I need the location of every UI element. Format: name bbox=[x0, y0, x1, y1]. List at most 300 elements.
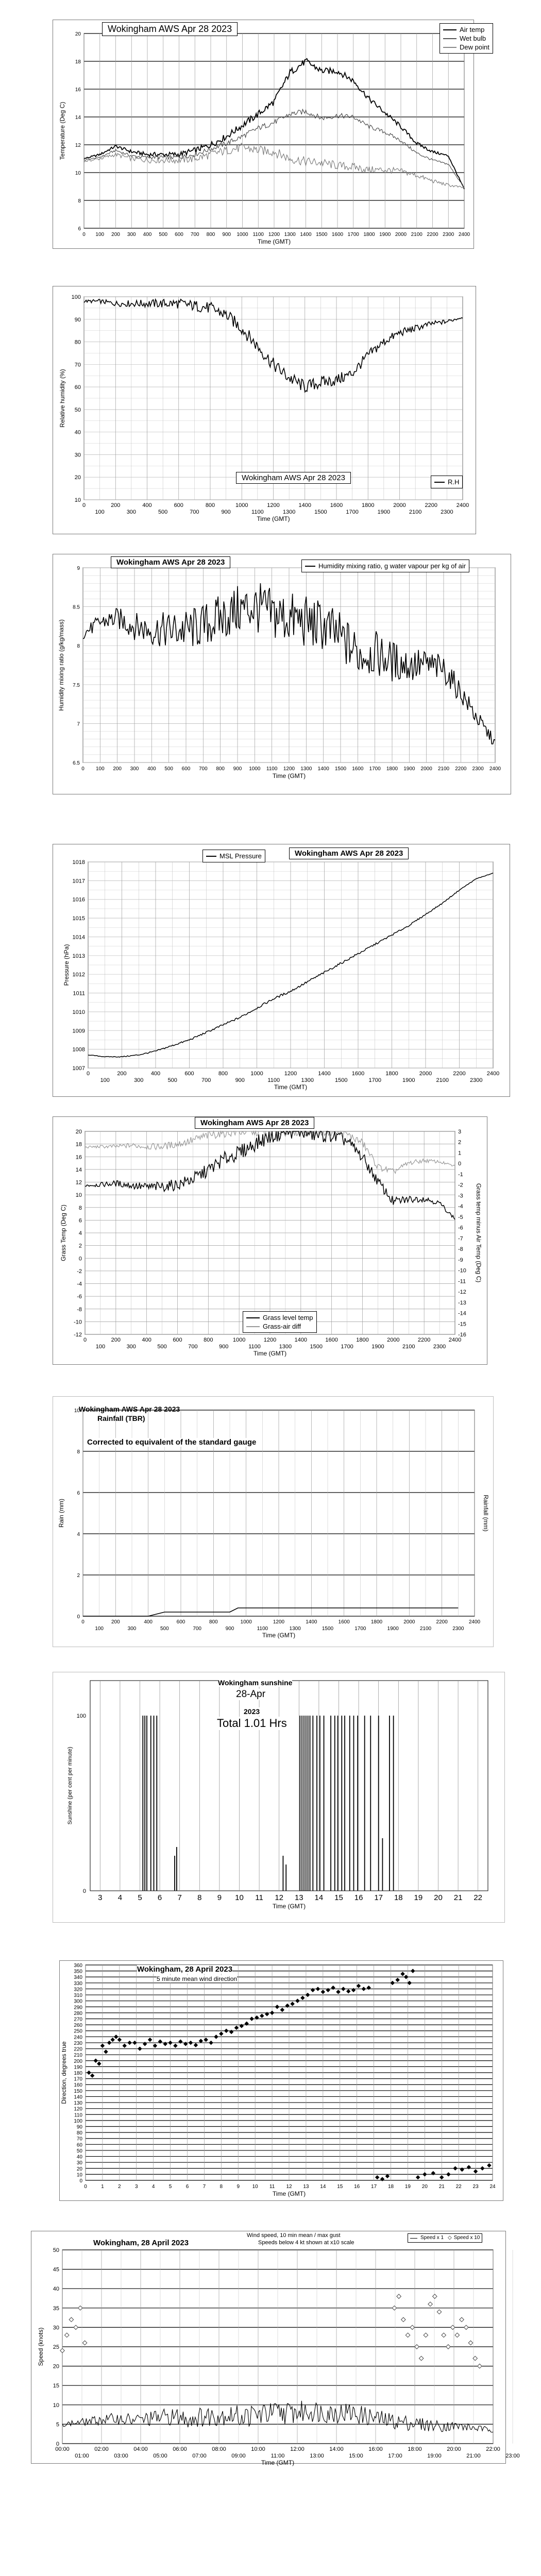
x-tick-label: 2300 bbox=[441, 509, 453, 515]
x-tick-label: 24 bbox=[489, 2184, 496, 2190]
x-tick-label: 2000 bbox=[419, 1071, 432, 1077]
x-tick-label: 2000 bbox=[393, 502, 406, 509]
x-tick-label: 1100 bbox=[248, 1344, 261, 1350]
y2-tick-label: -4 bbox=[458, 1204, 463, 1210]
x-tick-label: 15:00 bbox=[349, 2453, 363, 2459]
y-tick-label: 40 bbox=[53, 2286, 59, 2293]
y-tick-label: 1018 bbox=[72, 859, 85, 866]
x-tick-label: 0 bbox=[82, 502, 86, 509]
chart-legend bbox=[301, 560, 469, 572]
y2-axis-label: Rainfall (mm) bbox=[482, 1495, 489, 1532]
x-tick-label: 1800 bbox=[363, 232, 375, 238]
x-tick-label: 2 bbox=[118, 2184, 121, 2190]
y-tick-label: 130 bbox=[74, 2100, 82, 2107]
x-tick-label: 1800 bbox=[356, 1337, 369, 1343]
x-tick-label: 16:00 bbox=[368, 2446, 383, 2452]
x-tick-label: 17 bbox=[371, 2184, 377, 2190]
x-tick-label: 900 bbox=[225, 1626, 234, 1632]
x-tick-label: 800 bbox=[218, 1071, 228, 1077]
legend-grass-level-temp: Grass level temp bbox=[263, 1314, 313, 1321]
x-tick-label: 1700 bbox=[341, 1344, 353, 1350]
y-tick-label: 8 bbox=[77, 643, 80, 650]
chart-wind-direction bbox=[59, 1960, 503, 2201]
y-tick-label: 18 bbox=[75, 1141, 82, 1148]
x-tick-label: 4 bbox=[151, 2184, 155, 2190]
y-tick-label: 6 bbox=[77, 1490, 80, 1496]
y2-tick-label: -11 bbox=[458, 1278, 466, 1285]
x-tick-label: 400 bbox=[147, 766, 156, 772]
y-tick-label: 150 bbox=[74, 2088, 82, 2094]
x-tick-label: 1800 bbox=[362, 502, 375, 509]
x-tick-label: 800 bbox=[216, 766, 225, 772]
x-tick-label: 1500 bbox=[310, 1344, 323, 1350]
chart-temperature-plot bbox=[53, 20, 474, 248]
x-tick-label: 1700 bbox=[368, 1077, 381, 1083]
chart-total: Total 1.01 Hrs bbox=[217, 1717, 287, 1730]
y-tick-label: 16 bbox=[75, 87, 81, 93]
y-tick-label: 1007 bbox=[72, 1065, 85, 1072]
x-tick-label: 700 bbox=[190, 509, 199, 515]
y-tick-label: 6.5 bbox=[73, 760, 80, 766]
x-tick-label: 800 bbox=[205, 502, 215, 509]
x-tick-label: 300 bbox=[126, 1344, 136, 1350]
y-axis-label: Rain (mm) bbox=[58, 1499, 65, 1528]
x-tick-label: 200 bbox=[111, 502, 121, 509]
y-tick-label: -6 bbox=[77, 1294, 82, 1300]
y2-tick-label: -10 bbox=[458, 1267, 466, 1274]
y-tick-label: 50 bbox=[76, 2148, 82, 2154]
x-tick-label: 2100 bbox=[411, 232, 422, 238]
x-tick-label: 300 bbox=[134, 1077, 144, 1083]
chart-subtitle: 5 minute mean wind direction bbox=[157, 1975, 238, 1982]
x-tick-label: 9 bbox=[217, 1893, 222, 1902]
x-tick-label: 6 bbox=[157, 1893, 162, 1902]
chart-humidity-plot bbox=[53, 286, 476, 534]
x-tick-label: 1700 bbox=[347, 232, 359, 238]
legend-dew-point: Dew point bbox=[460, 43, 489, 51]
y-tick-label: 120 bbox=[74, 2106, 82, 2112]
y-tick-label: 320 bbox=[74, 1987, 82, 1993]
x-tick-label: 2400 bbox=[448, 1337, 462, 1343]
y-tick-label: 160 bbox=[74, 2082, 82, 2089]
x-tick-label: 500 bbox=[158, 509, 168, 515]
y-tick-label: -2 bbox=[77, 1268, 82, 1275]
y-tick-label: 140 bbox=[74, 2094, 82, 2100]
x-tick-label: 00:00 bbox=[55, 2446, 70, 2452]
y2-tick-label: -7 bbox=[458, 1235, 463, 1242]
chart-wind-speed-plot bbox=[31, 2231, 520, 2466]
x-tick-label: 100 bbox=[100, 1077, 110, 1083]
x-tick-label: 1900 bbox=[371, 1344, 384, 1350]
x-tick-label: 4 bbox=[117, 1893, 123, 1902]
x-tick-label: 6 bbox=[185, 2184, 189, 2190]
x-tick-label: 200 bbox=[111, 1619, 120, 1625]
y-tick-label: 80 bbox=[74, 339, 81, 346]
x-tick-label: 2200 bbox=[453, 1071, 466, 1077]
x-tick-label: 200 bbox=[111, 1337, 121, 1343]
y-tick-label: 8 bbox=[78, 198, 81, 204]
x-tick-label: 09:00 bbox=[231, 2453, 246, 2459]
y-tick-label: 30 bbox=[76, 2160, 82, 2166]
x-tick-label: 2000 bbox=[420, 766, 432, 772]
y-tick-label: 1014 bbox=[72, 934, 85, 941]
x-tick-label: 1200 bbox=[283, 766, 295, 772]
x-tick-label: 1100 bbox=[252, 232, 264, 238]
x-tick-label: 1300 bbox=[282, 509, 296, 515]
chart-title: Wokingham sunshine bbox=[218, 1679, 293, 1687]
y-tick-label: 190 bbox=[74, 2064, 82, 2071]
y2-tick-label: -13 bbox=[458, 1299, 466, 1306]
x-tick-label: 12 bbox=[275, 1893, 284, 1902]
y-tick-label: 1013 bbox=[72, 953, 85, 959]
chart-subtitle: 28-Apr bbox=[236, 1689, 266, 1700]
x-tick-label: 700 bbox=[188, 1344, 198, 1350]
legend-wet-bulb: Wet bulb bbox=[460, 35, 486, 42]
x-tick-label: 13:00 bbox=[310, 2453, 324, 2459]
x-tick-label: 2100 bbox=[436, 1077, 449, 1083]
y-tick-label: 10 bbox=[53, 2402, 59, 2409]
x-tick-label: 1900 bbox=[402, 1077, 415, 1083]
x-tick-label: 500 bbox=[164, 766, 174, 772]
x-tick-label: 700 bbox=[193, 1626, 202, 1632]
x-tick-label: 0 bbox=[83, 1337, 87, 1343]
x-tick-label: 100 bbox=[95, 1626, 104, 1632]
x-tick-label: 08:00 bbox=[212, 2446, 226, 2452]
y-tick-label: 1011 bbox=[73, 990, 85, 997]
x-tick-label: 19 bbox=[404, 2184, 411, 2190]
y-tick-label: 80 bbox=[76, 2130, 82, 2137]
x-tick-label: 600 bbox=[184, 1071, 194, 1077]
y2-tick-label: 1 bbox=[458, 1150, 462, 1157]
x-tick-label: 1100 bbox=[257, 1626, 268, 1632]
y-tick-label: 10 bbox=[74, 497, 81, 503]
x-tick-label: 10:00 bbox=[251, 2446, 265, 2452]
x-tick-label: 2300 bbox=[472, 766, 484, 772]
x-tick-label: 1900 bbox=[403, 766, 415, 772]
x-tick-label: 1400 bbox=[306, 1619, 317, 1625]
y-axis-label: Grass Temp (Deg C) bbox=[60, 1205, 67, 1261]
x-tick-label: 21 bbox=[453, 1893, 463, 1902]
y-tick-label: 1012 bbox=[72, 972, 85, 978]
x-axis-label: Time (GMT) bbox=[261, 2459, 295, 2466]
y-tick-label: 60 bbox=[76, 2142, 82, 2148]
y2-tick-label: -9 bbox=[458, 1257, 463, 1263]
x-tick-label: 1200 bbox=[267, 502, 280, 509]
y-tick-label: 0 bbox=[77, 1614, 80, 1620]
x-tick-label: 900 bbox=[233, 766, 242, 772]
x-tick-label: 02:00 bbox=[94, 2446, 109, 2452]
x-tick-label: 03:00 bbox=[114, 2453, 128, 2459]
x-tick-label: 9 bbox=[236, 2184, 240, 2190]
x-tick-label: 5 bbox=[138, 1893, 142, 1902]
y-axis-label: Temperature (Deg C) bbox=[59, 101, 66, 160]
y-tick-label: 1016 bbox=[72, 896, 85, 903]
x-tick-label: 2000 bbox=[403, 1619, 415, 1625]
x-axis-label: Time (GMT) bbox=[272, 772, 306, 779]
y-tick-label: 2 bbox=[78, 1243, 82, 1249]
y-tick-label: 210 bbox=[74, 2053, 82, 2059]
y2-tick-label: 3 bbox=[458, 1129, 462, 1135]
x-tick-label: 2400 bbox=[468, 1619, 481, 1625]
x-tick-label: 600 bbox=[181, 766, 191, 772]
y-tick-label: 1009 bbox=[72, 1028, 85, 1035]
x-tick-label: 20:00 bbox=[447, 2446, 461, 2452]
x-tick-label: 700 bbox=[190, 232, 199, 238]
x-tick-label: 1000 bbox=[236, 232, 248, 238]
x-tick-label: 900 bbox=[235, 1077, 245, 1083]
y2-tick-label: -3 bbox=[458, 1193, 463, 1199]
x-tick-label: 1200 bbox=[263, 1337, 277, 1343]
x-tick-label: 06:00 bbox=[173, 2446, 187, 2452]
x-axis-label: Time (GMT) bbox=[272, 2190, 306, 2197]
x-axis-label: Time (GMT) bbox=[262, 1632, 296, 1639]
y2-tick-label: 0 bbox=[458, 1161, 462, 1167]
y-tick-label: 9 bbox=[77, 566, 80, 571]
y-tick-label: 18 bbox=[75, 59, 81, 65]
legend-air-temp: Air temp bbox=[460, 26, 485, 33]
y-tick-label: 280 bbox=[74, 2010, 82, 2016]
x-tick-label: 300 bbox=[126, 509, 137, 515]
y-tick-label: 250 bbox=[74, 2028, 82, 2035]
x-tick-label: 1 bbox=[101, 2184, 104, 2190]
y-tick-label: 20 bbox=[53, 2363, 59, 2370]
legend-speed-x1: Speed x 1 bbox=[420, 2235, 444, 2241]
x-tick-label: 2200 bbox=[455, 766, 467, 772]
chart-title: Wokingham AWS Apr 28 2023 bbox=[289, 848, 409, 859]
x-tick-label: 500 bbox=[159, 232, 168, 238]
x-tick-label: 600 bbox=[173, 1337, 182, 1343]
chart-subtitle: Wind speed, 10 min mean / max gust bbox=[247, 2232, 341, 2239]
y-tick-label: 12 bbox=[75, 143, 81, 148]
y-tick-label: 20 bbox=[75, 31, 81, 37]
y-tick-label: 6 bbox=[78, 226, 81, 232]
legend-speed-x10: Speed x 10 bbox=[453, 2235, 480, 2241]
x-tick-label: 2300 bbox=[470, 1077, 483, 1083]
x-tick-label: 18:00 bbox=[408, 2446, 422, 2452]
chart-pressure bbox=[53, 844, 510, 1097]
x-tick-label: 1600 bbox=[351, 1071, 365, 1077]
x-tick-label: 10 bbox=[235, 1893, 244, 1902]
x-tick-label: 100 bbox=[95, 1344, 106, 1350]
y-tick-label: 260 bbox=[74, 2023, 82, 2029]
y-tick-label: 40 bbox=[74, 429, 81, 436]
y-tick-label: 4 bbox=[78, 1230, 82, 1236]
y-tick-label: 20 bbox=[75, 1129, 82, 1135]
x-tick-label: 800 bbox=[209, 1619, 218, 1625]
y-tick-label: 8.5 bbox=[73, 604, 80, 611]
x-tick-label: 11 bbox=[255, 1893, 263, 1902]
y-tick-label: 230 bbox=[74, 2040, 82, 2046]
x-tick-label: 15 bbox=[334, 1893, 343, 1902]
y2-tick-label: -15 bbox=[458, 1321, 466, 1328]
x-tick-label: 0 bbox=[81, 1619, 84, 1625]
x-tick-label: 14:00 bbox=[329, 2446, 344, 2452]
y-axis-label: Direction, degrees true bbox=[60, 2041, 67, 2104]
x-tick-label: 1200 bbox=[284, 1071, 297, 1077]
x-tick-label: 2000 bbox=[395, 232, 407, 238]
x-axis-label: Time (GMT) bbox=[257, 238, 291, 245]
chart-title: Wokingham, 28 April 2023 bbox=[137, 1965, 233, 1974]
x-tick-label: 23 bbox=[472, 2184, 479, 2190]
y-tick-label: 90 bbox=[76, 2124, 82, 2130]
chart-mixing-ratio-plot bbox=[53, 554, 511, 794]
legend-rh: R.H bbox=[448, 478, 460, 486]
chart-legend: Speed x 1 ◇ Speed x 10 bbox=[408, 2233, 482, 2243]
x-tick-label: 1400 bbox=[294, 1337, 308, 1343]
x-tick-label: 400 bbox=[150, 1071, 161, 1077]
y-tick-label: 10 bbox=[76, 2172, 82, 2178]
x-tick-label: 1400 bbox=[317, 766, 329, 772]
x-tick-label: 700 bbox=[201, 1077, 211, 1083]
y-tick-label: 30 bbox=[74, 452, 81, 459]
x-tick-label: 11 bbox=[269, 2184, 275, 2190]
x-tick-label: 8 bbox=[219, 2184, 223, 2190]
y2-tick-label: -1 bbox=[458, 1171, 463, 1178]
chart-sunshine bbox=[53, 1672, 505, 1923]
x-tick-label: 1100 bbox=[267, 1077, 280, 1083]
y-tick-label: 290 bbox=[74, 2005, 82, 2011]
x-tick-label: 0 bbox=[86, 1071, 90, 1077]
x-tick-label: 3 bbox=[134, 2184, 138, 2190]
x-tick-label: 22 bbox=[455, 2184, 462, 2190]
y-tick-label: 170 bbox=[74, 2076, 82, 2082]
x-tick-label: 0 bbox=[84, 2184, 87, 2190]
chart-humidity bbox=[53, 286, 476, 534]
y2-tick-label: -8 bbox=[458, 1246, 463, 1253]
x-tick-label: 1600 bbox=[331, 232, 344, 238]
y-tick-label: -8 bbox=[77, 1306, 82, 1313]
y-tick-label: -12 bbox=[74, 1332, 82, 1338]
x-tick-label: 3 bbox=[98, 1893, 103, 1902]
x-tick-label: 500 bbox=[160, 1626, 169, 1632]
y-tick-label: 70 bbox=[74, 362, 81, 368]
x-tick-label: 21 bbox=[438, 2184, 445, 2190]
y-tick-label: 1010 bbox=[72, 1009, 85, 1015]
x-tick-label: 800 bbox=[206, 232, 215, 238]
y-tick-label: 6 bbox=[78, 1217, 82, 1224]
x-tick-label: 600 bbox=[175, 232, 183, 238]
x-tick-label: 2200 bbox=[425, 502, 437, 509]
x-tick-label: 1400 bbox=[318, 1071, 331, 1077]
x-tick-label: 1700 bbox=[369, 766, 381, 772]
x-tick-label: 07:00 bbox=[192, 2453, 207, 2459]
legend-msl-pressure: MSL Pressure bbox=[219, 852, 262, 860]
x-tick-label: 17 bbox=[374, 1893, 383, 1902]
x-axis-label: Time (GMT) bbox=[253, 1350, 287, 1357]
x-tick-label: 900 bbox=[221, 509, 231, 515]
x-tick-label: 1900 bbox=[377, 509, 391, 515]
y-tick-label: 30 bbox=[53, 2325, 59, 2331]
chart-title: Wokingham AWS Apr 28 2023 bbox=[79, 1405, 180, 1413]
y-tick-label: 8 bbox=[78, 1205, 82, 1211]
chart-wind-direction-plot bbox=[60, 1961, 503, 2200]
y-tick-label: 14 bbox=[75, 1166, 82, 1173]
x-tick-label: 1300 bbox=[301, 1077, 314, 1083]
y-tick-label: 300 bbox=[74, 1998, 82, 2005]
y-tick-label: 100 bbox=[71, 294, 81, 300]
y-axis-label: Humidity mixing ratio (g/kg/mass) bbox=[58, 619, 65, 711]
x-tick-label: 600 bbox=[176, 1619, 185, 1625]
x-axis-label: Time (GMT) bbox=[257, 515, 290, 522]
x-tick-label: 0 bbox=[82, 232, 86, 238]
y-tick-label: 330 bbox=[74, 1980, 82, 1987]
x-tick-label: 1700 bbox=[354, 1626, 366, 1632]
x-tick-label: 300 bbox=[127, 1626, 137, 1632]
x-tick-label: 2000 bbox=[387, 1337, 400, 1343]
y-tick-label: 1017 bbox=[72, 878, 85, 885]
y-tick-label: 35 bbox=[53, 2305, 59, 2312]
y2-axis-label: Grass temp minus Air Temp (Deg C) bbox=[475, 1183, 482, 1283]
x-tick-label: 1500 bbox=[314, 509, 327, 515]
x-tick-label: 1600 bbox=[352, 766, 364, 772]
y-tick-label: 0 bbox=[78, 1256, 82, 1262]
x-tick-label: 900 bbox=[219, 1344, 229, 1350]
y-tick-label: 180 bbox=[74, 2071, 82, 2076]
x-tick-label: 1900 bbox=[387, 1626, 399, 1632]
y2-tick-label: -5 bbox=[458, 1214, 463, 1221]
x-tick-label: 10 bbox=[252, 2184, 258, 2190]
x-tick-label: 1600 bbox=[325, 1337, 338, 1343]
plot-area bbox=[90, 1681, 488, 1891]
x-tick-label: 100 bbox=[95, 766, 105, 772]
chart-rainfall-plot bbox=[53, 1397, 493, 1647]
y-tick-label: -4 bbox=[77, 1281, 82, 1287]
x-tick-label: 2300 bbox=[443, 232, 454, 238]
chart-note: Corrected to equivalent of the standard gauge bbox=[85, 1438, 258, 1447]
x-tick-label: 100 bbox=[95, 232, 105, 238]
x-tick-label: 22:00 bbox=[486, 2446, 500, 2452]
x-tick-label: 1300 bbox=[289, 1626, 301, 1632]
x-tick-label: 600 bbox=[174, 502, 183, 509]
chart-title: Wokingham AWS Apr 28 2023 bbox=[102, 22, 238, 36]
y-axis-label: Sunshine (per cent per minute) bbox=[67, 1747, 73, 1825]
y-tick-label: 60 bbox=[74, 384, 81, 391]
x-tick-label: 20 bbox=[421, 2184, 428, 2190]
chart-wind-speed bbox=[31, 2231, 520, 2466]
x-tick-label: 16 bbox=[354, 2184, 360, 2190]
y-tick-label: 25 bbox=[53, 2344, 59, 2350]
x-tick-label: 2200 bbox=[436, 1619, 448, 1625]
x-axis-label: Time (GMT) bbox=[272, 1903, 306, 1910]
y-tick-label: 50 bbox=[74, 406, 81, 413]
x-tick-label: 2400 bbox=[458, 232, 470, 238]
x-tick-label: 800 bbox=[204, 1337, 213, 1343]
y-tick-label: 20 bbox=[76, 2166, 82, 2172]
x-tick-label: 100 bbox=[95, 509, 105, 515]
chart-grass-temp bbox=[53, 1116, 487, 1365]
x-tick-label: 2300 bbox=[433, 1344, 446, 1350]
x-tick-label: 1300 bbox=[284, 232, 296, 238]
chart-legend bbox=[243, 1311, 317, 1333]
y-tick-label: 0 bbox=[79, 2178, 82, 2184]
y-tick-label: 50 bbox=[53, 2247, 59, 2253]
y2-tick-label: -2 bbox=[458, 1182, 463, 1189]
x-tick-label: 2300 bbox=[452, 1626, 464, 1632]
x-tick-label: 700 bbox=[198, 766, 208, 772]
x-tick-label: 14 bbox=[320, 2184, 326, 2190]
x-tick-label: 400 bbox=[144, 1619, 153, 1625]
y-tick-label: 310 bbox=[74, 1993, 82, 1999]
y-tick-label: -10 bbox=[74, 1319, 82, 1326]
x-tick-label: 200 bbox=[113, 766, 122, 772]
x-tick-label: 2200 bbox=[427, 232, 438, 238]
x-tick-label: 300 bbox=[127, 232, 136, 238]
chart-rainfall bbox=[53, 1396, 494, 1647]
x-tick-label: 18 bbox=[394, 1893, 403, 1902]
chart-title: Wokingham AWS Apr 28 2023 bbox=[195, 1117, 314, 1129]
y-tick-label: 360 bbox=[74, 1963, 82, 1969]
y-tick-label: 240 bbox=[74, 2035, 82, 2041]
